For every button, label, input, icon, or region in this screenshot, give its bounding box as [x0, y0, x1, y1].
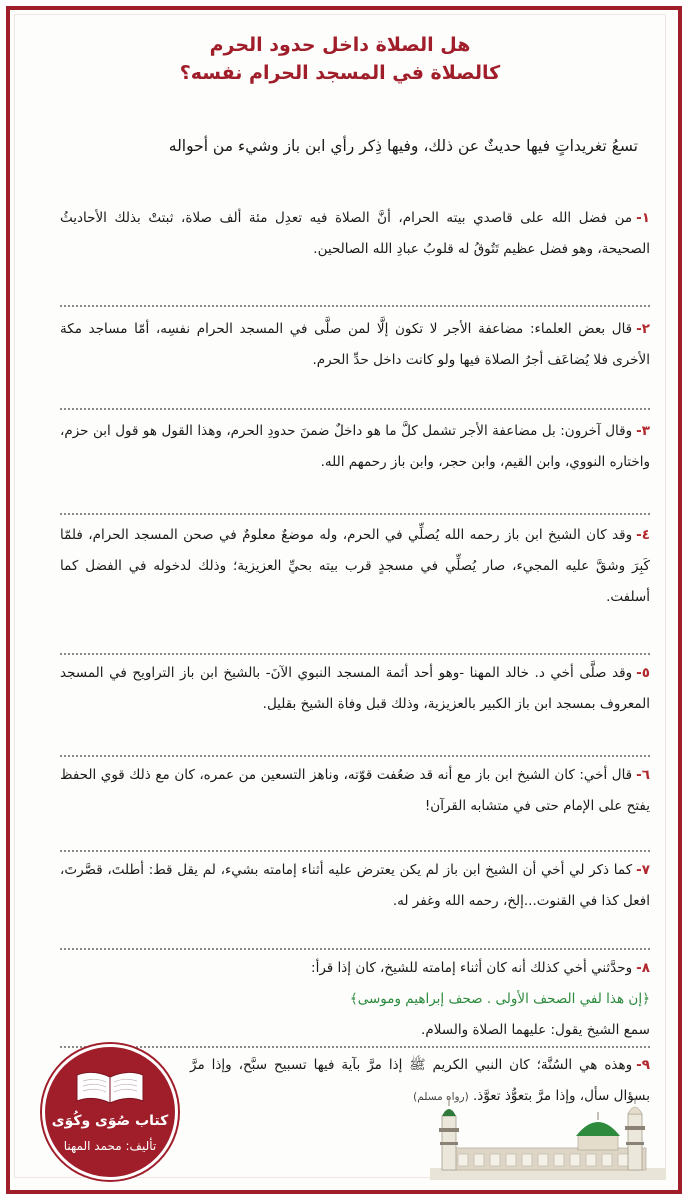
- divider: [60, 513, 650, 515]
- list-item-1: [60, 203, 650, 265]
- item-text-after: سمع الشيخ يقول: عليهما الصلاة والسلام.: [421, 1022, 650, 1038]
- intro-text: تسعُ تغريداتٍ فيها حديثٌ عن ذلك، وفيها ذِكر رأي ابن باز وشيء من أحواله: [168, 137, 638, 155]
- item-text: كما ذكر لي أخي أن الشيخ ابن باز لم يكن يعترض عليه أثناء إمامته بشيء، لم يقل قط: أطلتَ، قصَّرتَ، افعل كذا في القنوت...إلخ، رحمه الله وغفر له.: [60, 862, 650, 909]
- list-item-6: [60, 760, 650, 822]
- item-text: وهذه هي السُنَّة؛ كان النبي الكريم ﷺ إذا مرَّ بآية فيها تسبيح سبَّح، وإذا مرَّ بسؤال سأل، وإذا مرَّ بتعوُّذ تعوَّذ.: [190, 1057, 650, 1104]
- list-item-7: [60, 855, 650, 917]
- item-number: ٥-: [636, 665, 650, 681]
- item-text: قال أخي: كان الشيخ ابن باز مع أنه قد ضعُفت قوّته، وناهز التسعين من عمره، كان مع ذلك قوي الحفظ يفتح على الإمام حتى في متشابه القرآن!: [60, 767, 650, 814]
- item-number: ١-: [636, 210, 650, 226]
- quran-quote: ﴿إن هذا لفي الصحف الأولى . صحف إبراهيم وموسى﴾: [349, 991, 650, 1007]
- divider: [60, 653, 650, 655]
- list-item-2: [60, 314, 650, 376]
- title-line-2: كالصلاة في المسجد الحرام نفسه؟: [179, 62, 501, 84]
- item-text: من فضل الله على قاصدي بيته الحرام، أنَّ الصلاة فيه تعدِل مئة ألف صلاة، ثبتتْ بذلك الأحاديثُ الصحيحة، وهو فضل عظيم تَتُوقُ له قلوبُ عبادِ الله الصالحين.: [60, 210, 650, 257]
- item-number: ٤-: [636, 527, 650, 543]
- item-text: وقد صلَّى أخي د. خالد المهنا -وهو أحد أئمة المسجد النبوي الآنَ- بالشيخ ابن باز التراويح في المسجد المعروف بمسجد ابن باز الكبير بالعزيزية، وذلك قبل وفاة الشيخ بقليل.: [60, 665, 650, 712]
- list-item-8: [60, 953, 650, 1046]
- book-author: تأليف: محمد المهنا: [63, 1139, 157, 1153]
- item-number: ٣-: [636, 423, 650, 439]
- list-item-5: [60, 658, 650, 720]
- item-number: ٦-: [636, 767, 650, 783]
- divider: [60, 408, 650, 410]
- item-number: ٩-: [636, 1057, 650, 1073]
- open-book-icon: [73, 1067, 147, 1107]
- list-item-3: [60, 416, 650, 478]
- item-number: ٨-: [636, 960, 650, 976]
- mosque-illustration: [430, 1098, 666, 1180]
- list-item-4: [60, 520, 650, 613]
- divider: [60, 755, 650, 757]
- divider: [60, 850, 650, 852]
- book-badge: [42, 1044, 178, 1180]
- item-number: ٢-: [636, 321, 650, 337]
- book-title: كتاب صُوَى وكُوَى: [51, 1113, 169, 1129]
- item-number: ٧-: [636, 862, 650, 878]
- divider: [60, 948, 650, 950]
- item-text: وحدَّثني أخي كذلك أنه كان أثناء إمامته للشيخ، كان إذا قرأ:: [311, 960, 633, 976]
- item-text: وقال آخرون: بل مضاعفة الأجر تشمل كلَّ ما هو داخلٌ ضمنَ حدودِ الحرم، وهذا القول هو قول ابن حزم، واختاره النووي، وابن القيم، وابن حجر، وابن باز رحمهم الله.: [60, 423, 650, 470]
- item-text: وقد كان الشيخ ابن باز رحمه الله يُصلِّي في الحرم، وله موضعٌ معلومٌ في صحن المسجد الحرام، فلمّا كَبِرَ وشقَّ عليه المجيء، صار يُصلِّي في مسجدٍ قرب بيته بحيِّ العزيزية؛ وذلك لدخوله في الفضل كما أسلفت.: [60, 527, 650, 605]
- divider: [60, 305, 650, 307]
- hadith-source: (رواه مسلم): [413, 1091, 469, 1103]
- item-text: قال بعض العلماء: مضاعفة الأجر لا تكون إلَّا لمن صلَّى في المسجد الحرام نفسِه، أمّا مساجد مكة الأخرى فلا يُضاعَف أجرُ الصلاة فيها ولو كانت داخل حدِّ الحرم.: [60, 321, 650, 368]
- title-line-1: هل الصلاة داخل حدود الحرم: [209, 34, 471, 56]
- divider: [60, 1046, 650, 1048]
